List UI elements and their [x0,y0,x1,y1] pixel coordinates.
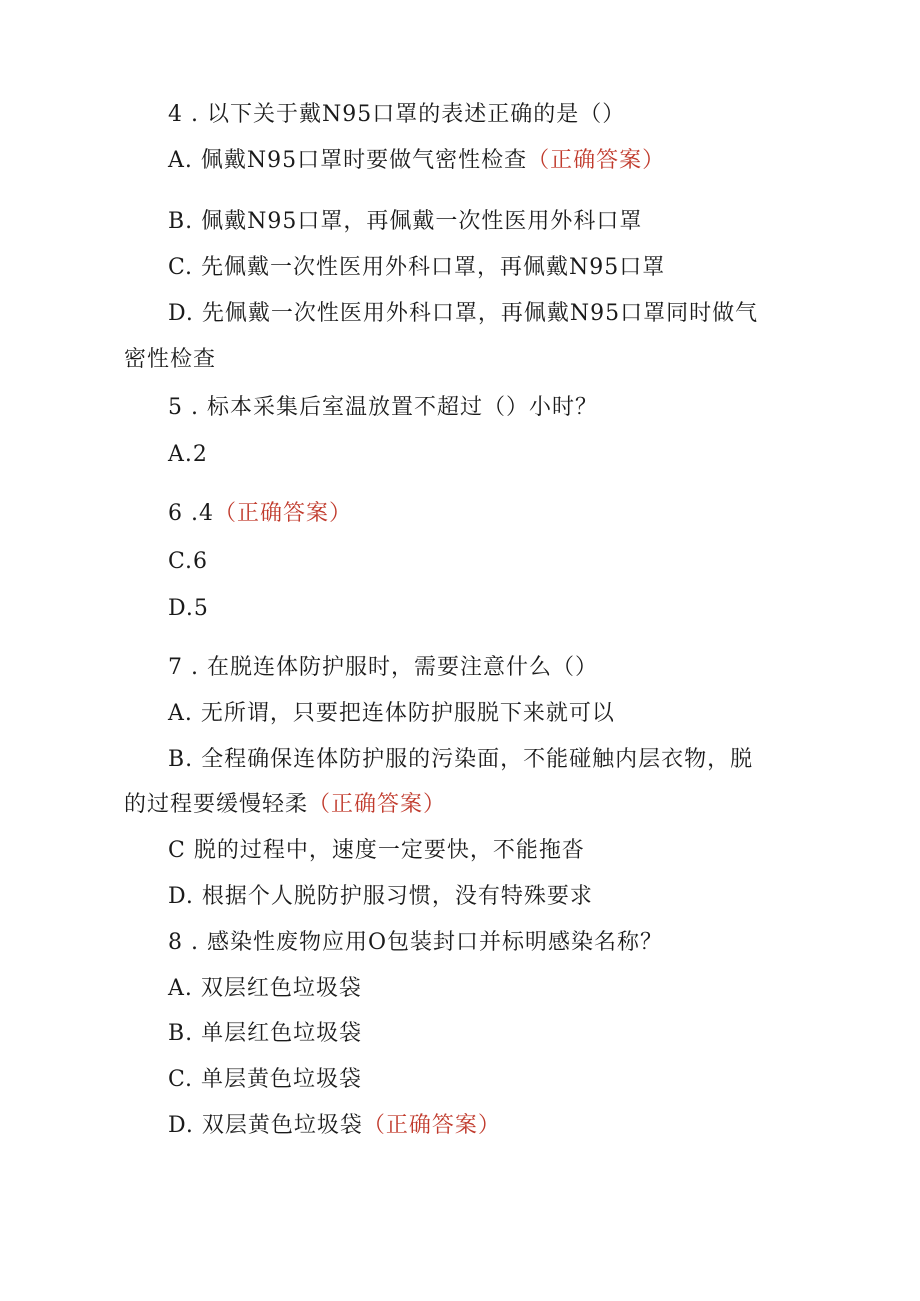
option-text: B. 佩戴N95口罩，再佩戴一次性医用外科口罩 [168,209,643,234]
option-text: A. 双层红色垃圾袋 [168,976,362,1001]
correct-answer-mark: （正确答案） [527,148,666,173]
option-text: 6 .4 [168,501,214,526]
q4-option-d-continued [124,345,216,375]
q8-option-a [168,974,362,1004]
option-text: A.2 [168,442,208,467]
option-text: B. 单层红色垃圾袋 [168,1021,363,1046]
q4-option-c [168,253,665,283]
q7-option-b-continued [124,790,446,820]
correct-answer-mark: （正确答案） [308,792,447,817]
q7-option-b [168,745,753,775]
option-text: C. 先佩戴一次性医用外科口罩，再佩戴N95口罩 [168,255,666,280]
option-text: D. 双层黄色垃圾袋 [168,1113,363,1138]
q4-option-a [168,146,665,176]
correct-answer-mark: （正确答案） [213,501,352,526]
option-text: D. 根据个人脱防护服习惯，没有特殊要求 [168,884,593,909]
question-5 [168,393,598,423]
option-text: D. 先佩戴一次性医用外科口罩，再佩戴N95口罩同时做气 [168,301,759,326]
option-text: A. 佩戴N95口罩时要做气密性检查 [168,148,528,173]
question-4 [168,100,625,130]
option-text: 的过程要缓慢轻柔 [124,792,309,817]
q8-option-b [168,1019,362,1049]
option-text: C. 单层黄色垃圾袋 [168,1067,363,1092]
q8-option-d [168,1111,501,1141]
q5-option-d [168,594,209,624]
correct-answer-mark: （正确答案） [362,1113,501,1138]
question-text: 4 . 以下关于戴N95口罩的表述正确的是（） [168,102,626,127]
question-8 [168,928,663,958]
option-text: 密性检查 [124,347,217,372]
q4-option-b [168,207,642,237]
q7-option-d [168,882,593,912]
option-text: C 脱的过程中，速度一定要快，不能拖沓 [168,838,585,863]
q7-option-a [168,699,615,729]
question-7 [168,653,598,683]
option-text: B. 全程确保连体防护服的污染面，不能碰触内层衣物，脱 [168,747,754,772]
option-text: D.5 [168,596,209,621]
question-text: 7 . 在脱连体防护服时，需要注意什么（） [168,655,598,680]
q5-option-c [168,547,208,577]
option-text: C.6 [168,549,209,574]
q5-option-a [168,440,208,470]
q7-option-c [168,836,585,866]
question-text: 8 . 感染性废物应用O包装封口并标明感染名称？ [168,930,664,955]
option-text: A. 无所谓，只要把连体防护服脱下来就可以 [168,701,615,726]
q4-option-d [168,299,758,329]
q8-option-c [168,1065,362,1095]
q5-option-b [168,499,352,529]
question-text: 5 . 标本采集后室温放置不超过（）小时？ [168,395,598,420]
